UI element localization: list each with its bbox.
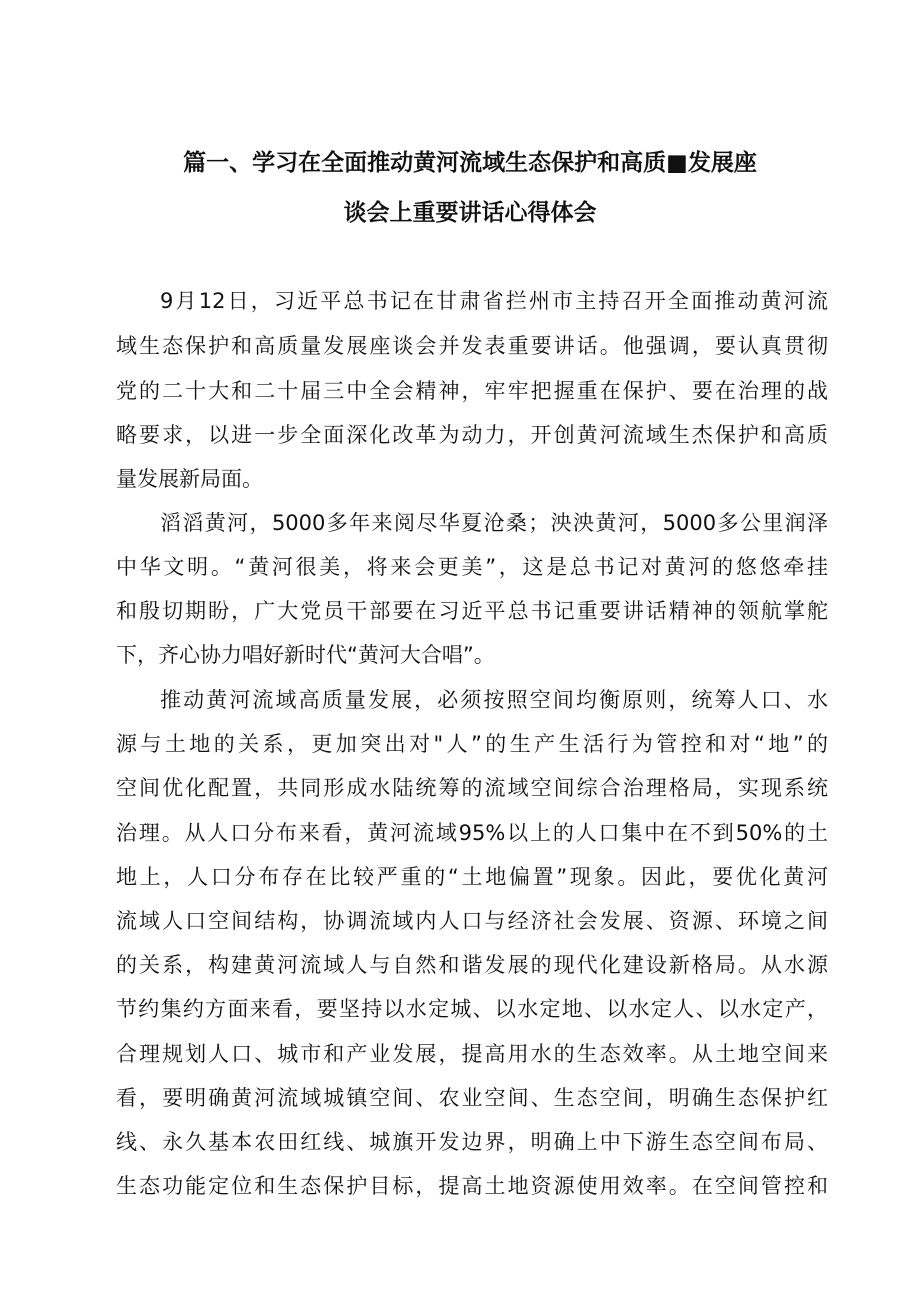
paragraph-3-line: 治理。从人口分布来看，黄河流域95%以上的人口集中在不到50%的土 [116, 821, 828, 845]
paragraph-3-line: 线、永久基本农田红线、城旗开发边界，明确上中下游生态空间布局、 [116, 1130, 828, 1154]
paragraph-1-line: 域生态保护和高质量发展座谈会并发表重要讲话。他强调，要认真贯彻 [116, 334, 828, 358]
paragraph-3-line: 合理规划人口、城市和产业发展，提高用水的生态效率。从土地空间来 [116, 1042, 828, 1066]
paragraph-3-line: 源与土地的关系，更加突出对"人”的生产生活行为管控和对“地”的 [116, 732, 828, 756]
paragraph-1-line: 党的二十大和二十届三中全会精神，牢牢把握重在保护、要在治理的战 [116, 379, 828, 403]
document-title-line-1: 篇一、学习在全面推动黄河流域生态保护和高质■发展座 [183, 150, 757, 176]
paragraph-2-line: 滔滔黄河，5000多年来阅尽华夏沧桑；泱泱黄河，5000多公里润泽 [160, 511, 828, 535]
paragraph-3-line: 节约集约方面来看，要坚持以水定城、以水定地、以水定人、以水定产， [116, 997, 828, 1021]
paragraph-3-line: 流域人口空间结构，协调流域内人口与经济社会发展、资源、环境之间 [116, 909, 828, 933]
document-title-line-2: 谈会上重要讲话心得体会 [343, 200, 597, 226]
paragraph-2-line: 下，齐心协力唱好新时代“黄河大合唱”。 [116, 643, 495, 667]
paragraph-1-line: 略要求，以进一步全面深化改革为动力，开创黄河流域生杰保护和高质 [116, 423, 828, 447]
paragraph-2-line: 中华文明。“黄河很美，将来会更美”，这是总书记对黄河的悠悠牵挂 [116, 555, 828, 579]
paragraph-3-line: 地上，人口分布存在比较严重的“土地偏置”现象。因此，要优化黄河 [116, 865, 828, 889]
paragraph-1-line: 9月12日，习近平总书记在甘肃省拦州市主持召开全面推动黄河流 [160, 289, 828, 313]
paragraph-1-line: 量发展新局面。 [116, 467, 263, 491]
paragraph-3-line: 看，要明确黄河流域城镇空间、农业空间、生态空间，明确生态保护红 [116, 1086, 828, 1110]
paragraph-2-line: 和殷切期盼，广大党员干部要在习近平总书记重要讲话精神的领航掌舵 [116, 599, 828, 623]
paragraph-3-line: 推动黄河流域高质量发展，必须按照空间均衡原则，统筹人口、水 [160, 688, 828, 712]
paragraph-3-line: 空间优化配置，共同形成水陆统筹的流域空间综合治理格局，实现系统 [116, 776, 828, 800]
paragraph-3-line: 的关系，构建黄河流域人与自然和谐发展的现代化建设新格局。从水源 [116, 953, 828, 977]
paragraph-3-line: 生态功能定位和生态保护目标，提高土地资源使用效率。在空间管控和 [116, 1174, 828, 1198]
